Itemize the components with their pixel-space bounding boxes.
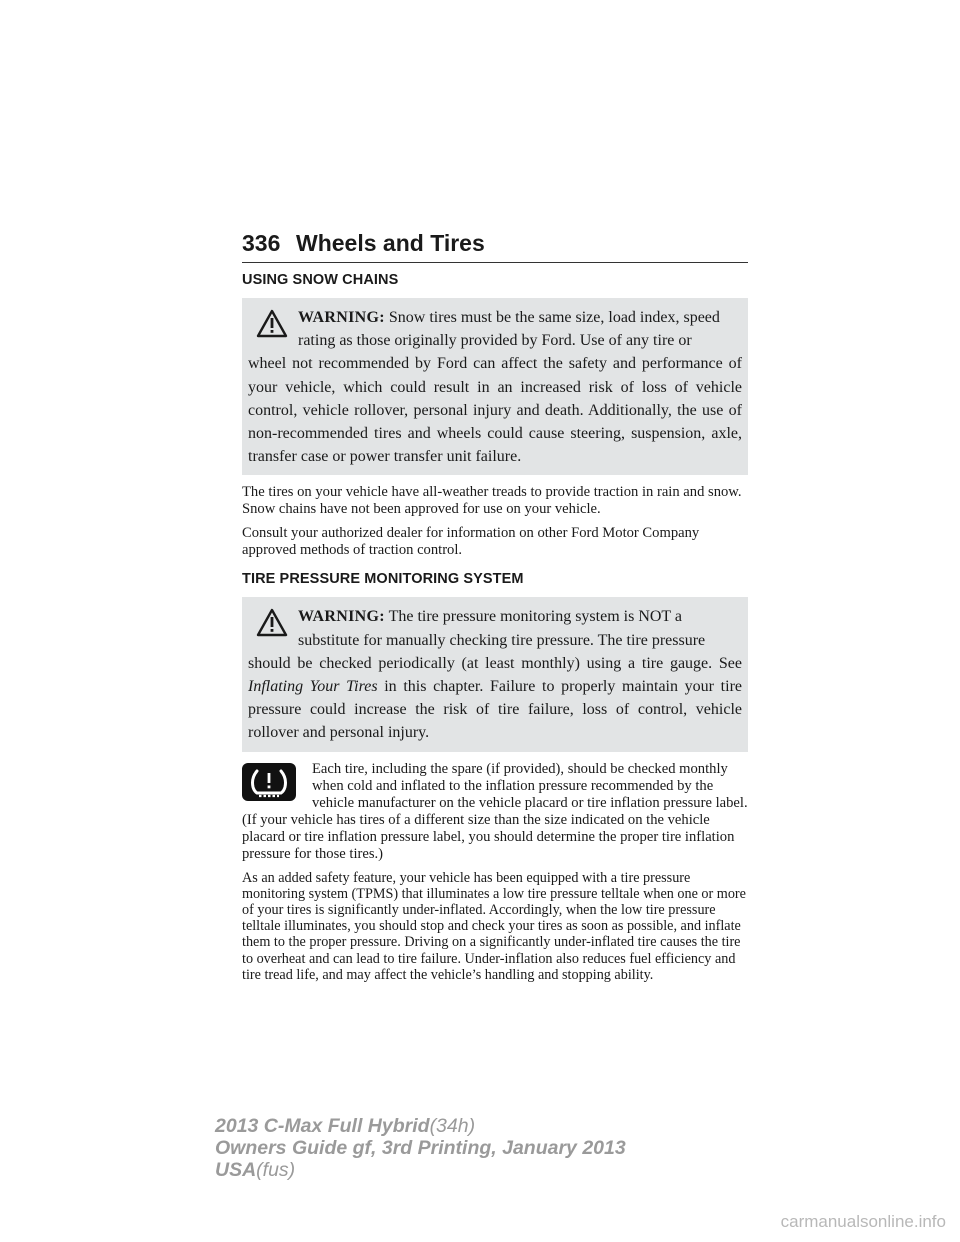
footer-printing: Owners Guide gf, 3rd Printing, January 2013 (215, 1137, 626, 1159)
footer-model: 2013 C-Max Full Hybrid (215, 1115, 430, 1137)
warning-text-part-a: should be checked periodically (at least monthly) using a tire gauge. See (248, 654, 742, 672)
footer-model-code: (34h) (429, 1115, 476, 1137)
cross-reference-inflating-tires: Inflating Your Tires (248, 678, 378, 696)
watermark: carmanualsonline.info (780, 1212, 946, 1231)
paragraph-tpms-1: Each tire, including the spare (if provided), should be checked monthly when cold and inflated to the inflation pressure recommended by the vehicle manufacturer on the vehicle placard or tire inflation pressure label. (If your vehicle has tires of a different size than the size indicated on the vehicle placard or tire inflation pressure label, you should determine the proper tire inflation pressure for those tires.) (242, 760, 748, 862)
warning-label: WARNING: (298, 608, 385, 626)
warning-label: WARNING: (298, 309, 385, 326)
warning-box-snow-tires (242, 298, 748, 475)
paragraph-tpms-2: As an added safety feature, your vehicle has been equipped with a tire pressure monitoring system (TPMS) that illuminates a low tire pressure telltale when one or more of your tires is significantly under-inflated. Accordingly, when the low tire pressure telltale illuminates, you should stop and check your tires as soon as possible, and inflate them to the proper pressure. Driving on a significantly under-inflated tire causes the tire to overheat and can lead to tire failure. Under-inflation also reduces fuel efficiency and tire tread life, and may affect the vehicle’s handling and stopping ability. (242, 869, 746, 983)
document-footer (215, 1115, 626, 1181)
warning-text-body: wheel not recommended by Ford can affect the safety and performance of your vehicle, which could result in an increased risk of loss of vehicle control, vehicle rollover, personal injury and death. Additionally, the use of non-recommended tires and wheels could cause steering, suspension, axle, transfer case or power transfer unit failure. (248, 355, 742, 466)
warning-text-line1: The tire pressure monitoring system is NOT a (388, 608, 683, 626)
paragraph-snow-chains-1: The tires on your vehicle have all-weather treads to provide traction in rain and snow. Snow chains have not been approved for use on your vehicle. (242, 484, 742, 518)
tpms-paragraph-block (242, 761, 748, 863)
page-header (242, 228, 748, 263)
low-tire-pressure-icon (242, 763, 296, 801)
chapter-title: Wheels and Tires (296, 230, 485, 256)
warning-text-part-b: in this chapter. Failure to properly maintain your tire pressure could increase the risk of tire failure, loss of control, vehicle rollover and personal injury. (248, 678, 743, 742)
section-heading-tpms: TIRE PRESSURE MONITORING SYSTEM (242, 571, 524, 588)
warning-box-tpms (242, 597, 748, 751)
section-heading-snow-chains: USING SNOW CHAINS (242, 272, 399, 288)
warning-triangle-icon (256, 608, 288, 638)
warning-text-line2: rating as those originally provided by Ford. Use of any tire or (298, 332, 692, 350)
footer-market-code: (fus) (256, 1159, 296, 1181)
paragraph-snow-chains-2: Consult your authorized dealer for information on other Ford Motor Company approved methods of traction control. (242, 525, 700, 559)
footer-market: USA (215, 1159, 257, 1181)
page-content (242, 272, 748, 990)
page-number: 336 (242, 230, 281, 256)
warning-text-line1: Snow tires must be the same size, load index, speed (388, 309, 720, 326)
warning-triangle-icon (256, 309, 288, 339)
warning-text-body (248, 652, 742, 745)
warning-text-line2: substitute for manually checking tire pressure. The tire pressure (298, 631, 706, 649)
